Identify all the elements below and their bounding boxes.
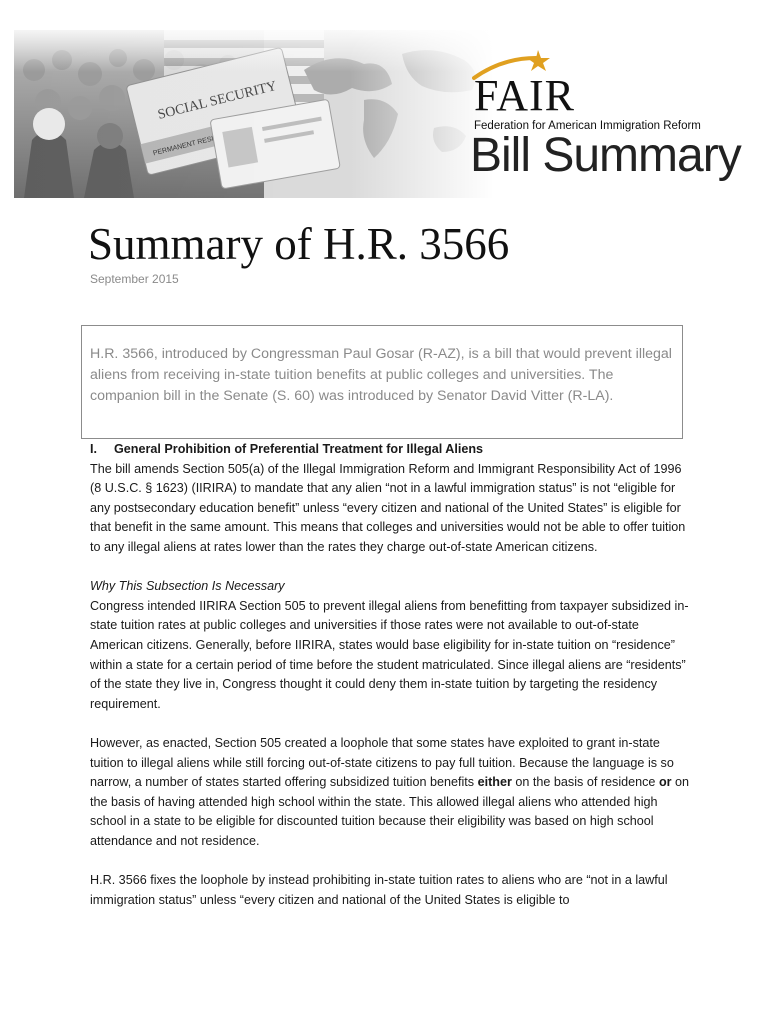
paragraph-text: on the basis of having attended high school within the state. This allowed illegal aliens who attended high school in a state to be eligible for discounted tuition because their eligibility was based on high school attendance and not residence. <box>90 775 690 848</box>
paragraph: The bill amends Section 505(a) of the Illegal Immigration Reform and Immigrant Responsibility Act of 1996 (8 U.S.C. § 1623) (IIRIRA) to mandate that any alien “not in a lawful immigration status” is not “eligible for any postsecondary education benefit” unless “every citizen and national of the United States” is eligible for that benefit in the same amount. This means that colleges and universities would not be able to offer tuition to any illegal aliens at rates lower than the rates they charge out-of-state American citizens. <box>90 461 686 554</box>
paragraph <box>90 734 690 852</box>
summary-text: H.R. 3566, introduced by Congressman Paul Gosar (R-AZ), is a bill that would prevent illegal aliens from receiving in-state tuition benefits at public colleges and universities. The companion bill in the Senate (S. 60) was introduced by Senator David Vitter (R-LA). <box>90 346 672 404</box>
page-title: Summary of H.R. 3566 <box>88 219 510 269</box>
section-number: I. <box>90 442 97 456</box>
org-full-name: Federation for American Immigration Reform <box>474 120 701 132</box>
header-banner <box>0 0 768 200</box>
document-body <box>90 440 690 930</box>
brand-block <box>472 48 762 208</box>
paragraph-text: However, as enacted, Section 505 created a loophole that some states have exploited to grant in-state tuition to illegal aliens while still forcing out-of-state citizens to pay full tuition. Because the language is so narrow, a number of states started offering subsidized tuition benefits <box>90 735 674 790</box>
subsection-heading: Why This Subsection Is Necessary <box>90 579 285 594</box>
section-title: General Prohibition of Preferential Treatment for Illegal Aliens <box>114 442 484 456</box>
section-heading <box>90 440 690 460</box>
summary-box <box>81 325 683 439</box>
emphasis-text: or <box>658 775 672 790</box>
paragraph: Congress intended IIRIRA Section 505 to prevent illegal aliens from benefitting from taxpayer subsidized in-state tuition rates at public colleges and universities if those rates were not available to out-of-state American citizens. Generally, before IIRIRA, states would base eligibility for in-state tuition on “residence” within a state for a certain period of time before the student matriculated. Since illegal aliens are “residents” of the state they live in, Congress thought it could deny them in-state tuition by targeting the residency requirement. <box>90 598 689 711</box>
paragraph-text: on the basis of residence <box>511 775 659 790</box>
header-collage-image <box>14 30 494 198</box>
paragraph: H.R. 3566 fixes the loophole by instead prohibiting in-state tuition rates to aliens who are “not in a lawful immigration status” unless “every citizen and national of the United States is eligible to <box>90 873 668 907</box>
emphasis-text: either <box>477 775 512 790</box>
doc-type-label: Bill Summary <box>470 129 741 182</box>
publish-date: September 2015 <box>90 272 179 286</box>
org-logo-text: FAIR <box>474 71 575 120</box>
